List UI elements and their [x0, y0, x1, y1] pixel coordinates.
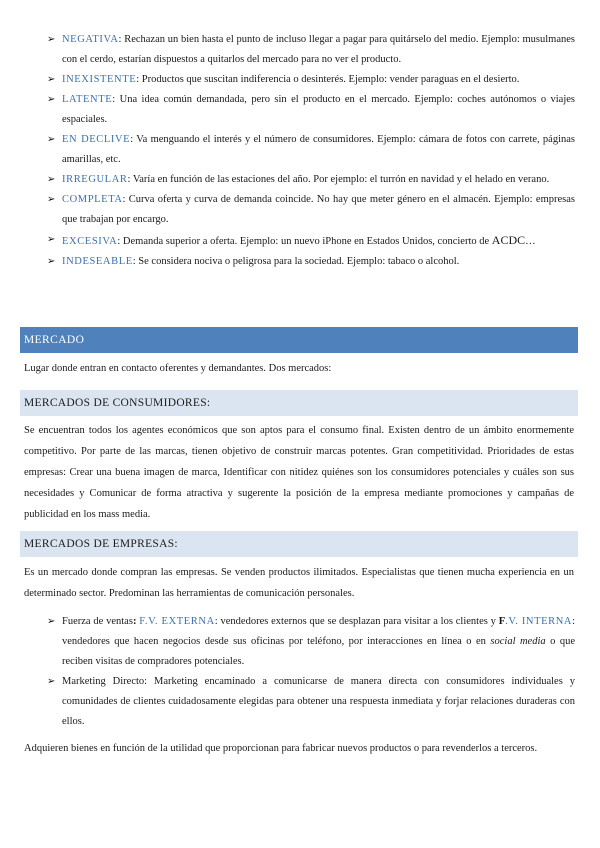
term-irregular: IRREGULAR — [62, 174, 128, 185]
list-item-latente — [47, 90, 575, 130]
arrow-bullet-icon: ➢ — [47, 616, 56, 627]
desc-negativa: : Rechazan un bien hasta el punto de incluso llegar a pagar para quitárselo del medio. Ejemplo: musulmanes con el cerdo, estarían dispuestos a quitarlos del mercado para no ver el producto. — [62, 34, 575, 65]
arrow-bullet-icon: ➢ — [47, 256, 56, 267]
arrow-bullet-icon: ➢ — [47, 234, 56, 245]
social-media-term: social media — [490, 636, 546, 647]
ellipsis: … — [525, 236, 536, 247]
list-item-completa — [47, 190, 575, 230]
fuerza-lead: Fuerza de ventas — [62, 616, 133, 627]
arrow-bullet-icon: ➢ — [47, 676, 56, 687]
term-fv-externa: F.V. EXTERNA — [139, 616, 215, 627]
mercado-intro: Lugar donde entran en contacto oferentes y demandantes. Dos mercados: — [24, 363, 332, 374]
arrow-bullet-icon: ➢ — [47, 74, 56, 85]
desc-latente: : Una idea común demandada, pero sin el producto en el mercado. Ejemplo: coches autónomos o viajes espaciales. — [62, 94, 575, 125]
list-item-fuerza-de-ventas — [47, 612, 575, 672]
band-name: ACDC — [491, 233, 526, 247]
arrow-bullet-icon: ➢ — [47, 34, 56, 45]
term-indeseable: INDESEABLE — [62, 256, 133, 267]
term-fv-interna-initial: F — [498, 616, 506, 627]
list-item-inexistente — [47, 70, 575, 90]
desc-completa: : Curva oferta y curva de demanda coincide. No hay que meter género en el almacén. Ejemplo: empresas que trabajan por encargo. — [62, 194, 575, 225]
term-inexistente: INEXISTENTE — [62, 74, 137, 85]
section-heading-consumidores: MERCADOS DE CONSUMIDORES: — [20, 390, 578, 416]
arrow-bullet-icon: ➢ — [47, 134, 56, 145]
list-item-excesiva — [47, 230, 575, 252]
section-heading-mercado: MERCADO — [20, 327, 578, 353]
desc-en-declive: : Va menguando el interés y el número de consumidores. Ejemplo: cámara de fotos con carrete, páginas amarillas, etc. — [62, 134, 576, 165]
fuerza-colon: : — [132, 616, 137, 627]
term-completa: COMPLETA — [62, 194, 123, 205]
term-negativa: NEGATIVA — [62, 34, 119, 45]
arrow-bullet-icon: ➢ — [47, 174, 56, 185]
marketing-directo-text: Marketing Directo: Marketing encaminado a comunicarse de manera directa con consumidores individuales y comunidades de clientes cuidadosamente elegidas para obtener una respuesta inmediata y forjar relaciones duraderas con ellos. — [62, 676, 575, 727]
term-excesiva: EXCESIVA — [62, 236, 118, 247]
demand-types-list — [47, 30, 575, 272]
empresas-list — [47, 612, 575, 732]
consumidores-body: Se encuentran todos los agentes económicos que son aptos para el consumo final. Existen dentro de un ámbito enormemente competitivo. Por parte de las marcas, tienen objetivo de construir marcas potentes. Gran competitividad. Prioridades de estas empresas: Crear una buena imagen de marca, Identificar con nitidez quiénes son los consumidores potenciales y cuáles son sus necesidades y Comunicar de forma atractiva y sugerente la posición de la empresa mediante promociones y campañas de publicidad en los mass media. — [24, 425, 574, 520]
desc-excesiva: : Demanda superior a oferta. Ejemplo: un nuevo iPhone en Estados Unidos, concierto de — [117, 236, 490, 247]
term-fv-interna: .V. INTERNA — [505, 616, 573, 627]
empresas-body: Es un mercado donde compran las empresas. Se venden productos ilimitados. Especialistas que tienen mucha experiencia en un determinado sector. Predominan las herramientas de comunicación personales. — [24, 567, 574, 599]
section-heading-empresas: MERCADOS DE EMPRESAS: — [20, 531, 578, 557]
term-en-declive: EN DECLIVE — [62, 134, 131, 145]
list-item-indeseable — [47, 252, 575, 272]
arrow-bullet-icon: ➢ — [47, 94, 56, 105]
list-item-negativa — [47, 30, 575, 70]
fuerza-tail: o que reciben visitas de compradores potenciales. — [62, 636, 576, 667]
list-item-marketing-directo — [47, 672, 575, 732]
desc-indeseable: : Se considera nociva o peligrosa para la sociedad. Ejemplo: tabaco o alcohol. — [132, 256, 460, 267]
list-item-en-declive — [47, 130, 575, 170]
desc-inexistente: : Productos que suscitan indiferencia o desinterés. Ejemplo: vender paraguas en el desierto. — [136, 74, 520, 85]
desc-irregular: : Varía en función de las estaciones del año. Por ejemplo: el turrón en navidad y el helado en verano. — [127, 174, 550, 185]
arrow-bullet-icon: ➢ — [47, 194, 56, 205]
desc-fv-interna: : vendedores que hacen negocios desde sus oficinas por teléfono, por interacciones en línea o en — [62, 616, 576, 647]
empresas-closing: Adquieren bienes en función de la utilidad que proporcionan para fabricar nuevos productos o para revenderlos a terceros. — [24, 743, 538, 754]
desc-fv-externa: : vendedores externos que se desplazan para visitar a los clientes y — [214, 616, 496, 627]
list-item-irregular — [47, 170, 575, 190]
term-latente: LATENTE — [62, 94, 113, 105]
